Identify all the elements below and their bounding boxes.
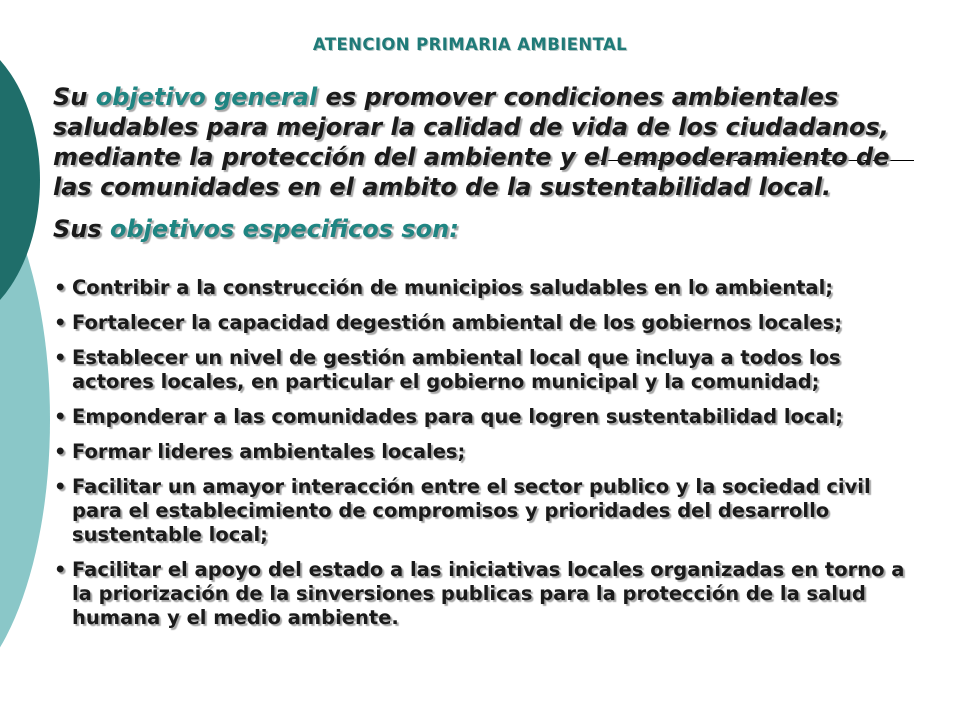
- list-item-text: Emponderar a las comunidades para que logren sustentabilidad local;: [72, 405, 844, 428]
- list-item: [54, 311, 924, 335]
- list-item-text: Facilitar un amayor interacción entre el sector publico y la sociedad civil para el establecimiento de compromisos y prioridades del desarrollo sustentable local;: [72, 475, 871, 546]
- bullet-icon: •: [54, 276, 67, 299]
- bullet-icon: •: [54, 558, 67, 581]
- list-item-text: Facilitar el apoyo del estado a las iniciativas locales organizadas en torno a la priorización de la sinversiones publicas para la protección de la salud humana y el medio ambiente.: [72, 558, 905, 629]
- list-item: [54, 346, 924, 394]
- intro-highlight: objetivo general: [95, 83, 318, 111]
- objectives-list: [54, 276, 924, 641]
- list-item-text: Establecer un nivel de gestión ambiental local que incluya a todos los actores locales, en particular el gobierno municipal y la comunidad;: [72, 346, 841, 393]
- list-item: [54, 558, 924, 630]
- slide-title: ATENCION PRIMARIA AMBIENTAL: [312, 35, 628, 54]
- list-item-text: Fortalecer la capacidad degestión ambiental de los gobiernos locales;: [72, 311, 843, 334]
- sub-lead: Sus: [53, 215, 102, 243]
- bullet-icon: •: [54, 405, 67, 428]
- list-item: [54, 440, 924, 464]
- list-item: [54, 405, 924, 429]
- general-objective-paragraph: [53, 82, 933, 202]
- bullet-icon: •: [54, 440, 67, 463]
- bullet-icon: •: [54, 475, 67, 498]
- list-item: [54, 276, 924, 300]
- specific-objectives-heading: [53, 214, 459, 244]
- intro-rest: es promover condiciones ambientales saludables para mejorar la calidad de vida de los ciudadanos, mediante la protección del ambiente y el empoderamiento de las comunidades en el ambito de la sustentabilidad local.: [53, 83, 890, 201]
- bullet-icon: •: [54, 311, 67, 334]
- list-item-text: Contribir a la construcción de municipios saludables en lo ambiental;: [72, 276, 834, 299]
- sub-highlight: objetivos especificos son:: [110, 215, 459, 243]
- list-item: [54, 475, 924, 547]
- bullet-icon: •: [54, 346, 67, 369]
- intro-lead: Su: [53, 83, 88, 111]
- list-item-text: Formar lideres ambientales locales;: [72, 440, 466, 463]
